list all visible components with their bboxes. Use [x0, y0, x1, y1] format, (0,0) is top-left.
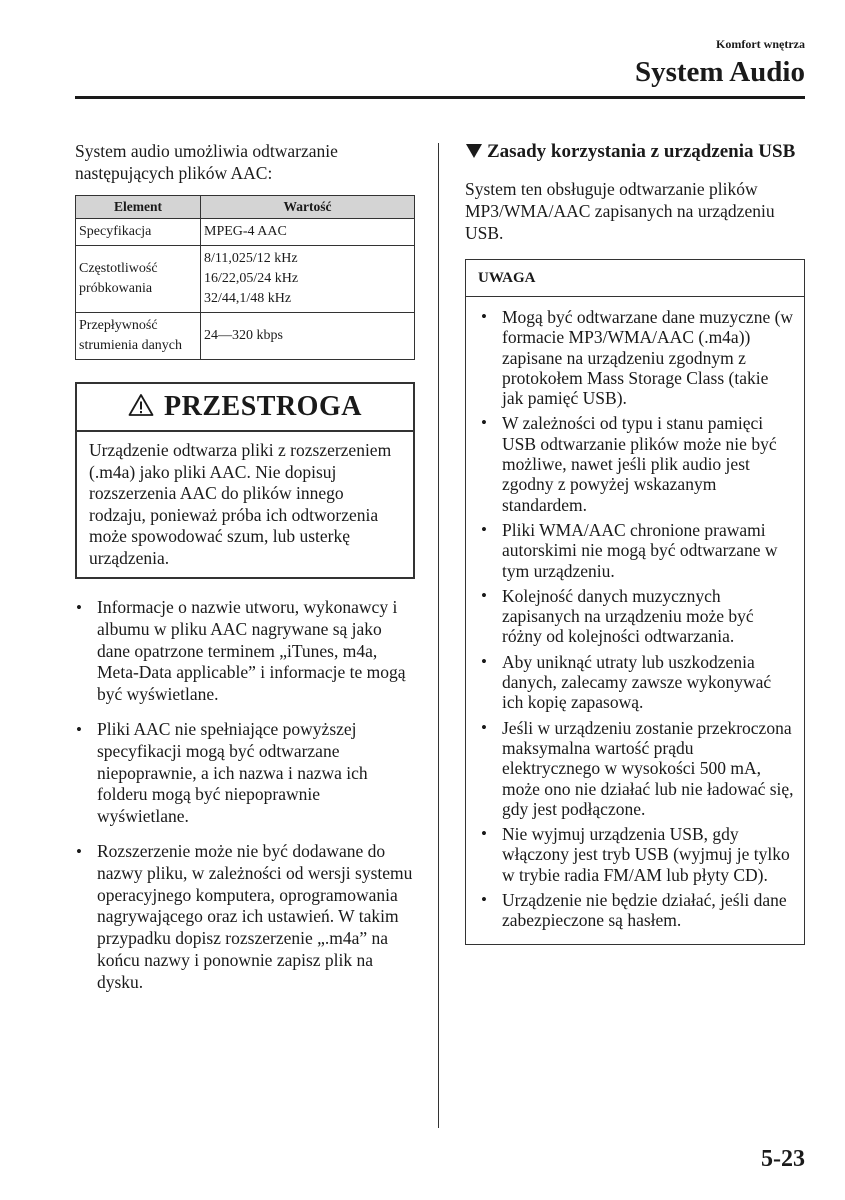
caution-header — [77, 384, 413, 432]
list-item: • Pliki AAC nie spełniające powyższej specyfikacji mogą być odtwarzane niepoprawnie, a ich nazwa i nazwa ich folderu mogą być niepoprawnie wyświetlane. — [75, 719, 415, 828]
list-item: • Pliki WMA/AAC chronione prawami autorskimi nie mogą być odtwarzane w tym urządzeniu. — [476, 520, 794, 581]
page-title: System Audio — [634, 56, 805, 88]
list-item: • Mogą być odtwarzane dane muzyczne (w formacie MP3/WMA/AAC (.m4a)) zapisane na urządzeniu zgodnym z protokołem Mass Storage Class (takie jak pamięć USB). — [476, 307, 794, 408]
note-box — [465, 259, 805, 945]
down-triangle-icon — [465, 140, 487, 165]
header-rule — [75, 96, 805, 99]
column-divider — [438, 143, 439, 1128]
table-cell-element: Specyfikacja — [76, 219, 201, 246]
table-row — [76, 313, 415, 360]
aac-notes-list — [75, 597, 415, 994]
list-item: • Kolejność danych muzycznych zapisanych na urządzeniu może być różny od kolejności odtwarzania. — [476, 586, 794, 647]
table-header-row — [76, 196, 415, 219]
table-cell-value: 8/11,025/12 kHz 16/22,05/24 kHz 32/44,1/48 kHz — [201, 246, 415, 313]
usb-section-heading — [465, 140, 805, 165]
page-number: 5-23 — [761, 1146, 805, 1172]
usb-section-title: Zasady korzystania z urządzenia USB — [487, 141, 796, 162]
table-cell-element: Częstotliwość próbkowania — [76, 246, 201, 313]
table-row — [76, 219, 415, 246]
left-column — [75, 140, 415, 1007]
caution-text: Urządzenie odtwarza pliki z rozszerzeniem (.m4a) jako pliki AAC. Nie dopisuj rozszerzenia AAC do plików innego rodzaju, ponieważ próba ich odtworzenia może spowodować szum, lub usterkę urządzenia. — [89, 440, 392, 568]
list-item: • Informacje o nazwie utworu, wykonawcy i albumu w pliku AAC nagrywane są jako dane opatrzone terminem „iTunes, m4a, Meta-Data applicable” i informacje te mogą być wyświetlane. — [75, 597, 415, 706]
table-cell-value: MPEG-4 AAC — [201, 219, 415, 246]
note-title: UWAGA — [466, 260, 804, 297]
note-list — [466, 297, 804, 944]
caution-box — [75, 382, 415, 579]
right-column — [465, 140, 805, 945]
list-item: • Urządzenie nie będzie działać, jeśli dane zabezpieczone są hasłem. — [476, 890, 794, 931]
usb-intro-text: System ten obsługuje odtwarzanie plików MP3/WMA/AAC zapisanych na urządzeniu USB. — [465, 179, 775, 243]
list-item: • Rozszerzenie może nie być dodawane do nazwy pliku, w zależności od wersji systemu operacyjnego komputera, oprogramowania nagrywającego oraz ich ustawień. W takim przypadku dopisz rozszerzenie „.m4a” na końcu nazwy i ponownie zapisz plik na dysku. — [75, 841, 415, 994]
table-header-element: Element — [76, 196, 201, 219]
table-row — [76, 246, 415, 313]
list-item: • W zależności od typu i stanu pamięci USB odtwarzanie plików może nie być możliwe, nawet jeśli plik audio jest zgodny z powyżej wskazanym standardem. — [476, 413, 794, 514]
list-item: • Aby uniknąć utraty lub uszkodzenia danych, zalecamy zawsze wykonywać ich kopię zapasową. — [476, 652, 794, 713]
intro-text: System audio umożliwia odtwarzanie następujących plików AAC: — [75, 141, 338, 183]
aac-spec-table — [75, 195, 415, 360]
section-label: Komfort wnętrza — [716, 37, 805, 51]
caution-title: PRZESTROGA — [164, 391, 362, 422]
list-item: • Jeśli w urządzeniu zostanie przekroczona maksymalna wartość prądu elektrycznego w wysokości 500 mA, może ono nie działać lub nie ładować się, gdy jest podłączone. — [476, 718, 794, 819]
table-header-value: Wartość — [201, 196, 415, 219]
table-cell-value: 24―320 kbps — [201, 313, 415, 360]
table-cell-element: Przepływność strumienia danych — [76, 313, 201, 360]
warning-triangle-icon — [128, 393, 154, 422]
list-item: • Nie wyjmuj urządzenia USB, gdy włączony jest tryb USB (wyjmuj je tylko w trybie radia FM/AM lub płyty CD). — [476, 824, 794, 885]
